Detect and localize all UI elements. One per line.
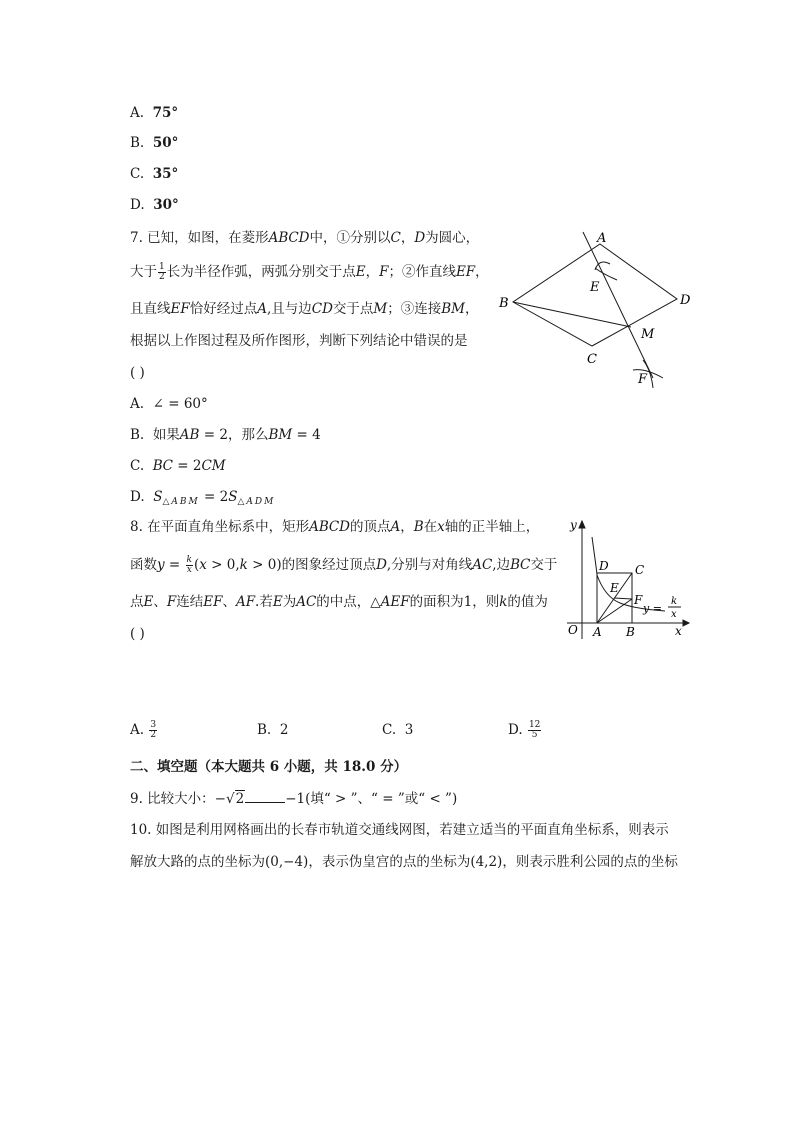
fig7-label-f: F xyxy=(638,372,648,387)
fig8-label-f: F xyxy=(634,593,643,607)
q7-paren: ( ) xyxy=(130,365,145,381)
q10-stem-line2: 解放大路的点的坐标为(0,−4)，表示伪皇宫的点的坐标为(4,2)，则表示胜利公园的点的坐标 xyxy=(130,854,678,870)
q7-option-c: C. 𝐵𝐶 = 2𝐶𝑀 xyxy=(130,458,226,474)
segment-af xyxy=(597,599,632,623)
fig7-label-e: E xyxy=(590,280,600,295)
section-heading-fill-in: 二、填空题（本大题共 6 小题，共 18.0 分） xyxy=(130,759,408,775)
fig8-label-d: D xyxy=(599,559,609,573)
segment-bm xyxy=(513,302,631,327)
arc-e2 xyxy=(595,262,610,270)
fig7-label-m: M xyxy=(641,327,655,342)
q7-stem-line1: 7. 已知，如图，在菱形𝐴𝐵𝐶𝐷中，①分别以𝐶，𝐷为圆心， xyxy=(130,230,480,246)
fig8-curve-den: x xyxy=(671,609,677,620)
q7-option-d: D. 𝑆$_{\triangle ABM}$ = 2𝑆$_{\triangle ADM}$ xyxy=(130,489,276,507)
fig7-label-d: D xyxy=(680,293,691,308)
x-axis-arrow xyxy=(683,620,689,626)
fig8-label-e: E xyxy=(610,581,619,595)
q6-option-a: A. 75° xyxy=(130,105,179,121)
q10-stem-line1: 10. 如图是利用网格画出的长春市轨道交通线网图，若建立适当的平面直角坐标系，则表示 xyxy=(130,822,669,838)
q6-option-c: C. 35° xyxy=(130,166,179,182)
fig8-curve-num: k xyxy=(671,596,678,607)
fig7-label-b: B xyxy=(499,296,509,311)
q8-option-c: C. 3 xyxy=(382,722,414,738)
fig8-curve-label: y = xyxy=(643,602,662,615)
fig8-label-o: O xyxy=(568,623,578,637)
hyperbola-curve xyxy=(592,537,665,611)
q7-option-b: B. 如果𝐴𝐵 = 2，那么𝐵𝑀 = 4 xyxy=(130,427,321,443)
q7-rhombus-figure xyxy=(495,228,705,393)
q7-option-a: A. ∠ = 60° xyxy=(130,396,208,412)
fig8-label-x: x xyxy=(675,624,682,638)
q8-option-b: B. 2 xyxy=(257,722,289,738)
q8-stem-line1: 8. 在平面直角坐标系中，矩形𝐴𝐵𝐶𝐷的顶点𝐴，𝐵在𝑥轴的正半轴上， xyxy=(130,519,540,535)
q9-answer-blank[interactable] xyxy=(245,788,285,803)
q7-stem-line2: 大于 $\frac{1}{2}$ 长为半径作弧，两弧分别交于点𝐸，𝐹；②作直线𝐸𝐹， xyxy=(130,262,489,282)
q8-stem-line3: 点𝐸、𝐹连结𝐸𝐹、𝐴𝐹.若𝐸为𝐴𝐶的中点，△𝐴𝐸𝐹的面积为1，则𝑘的值为 xyxy=(130,594,548,610)
fig8-label-y: y xyxy=(570,518,577,532)
fig8-label-c: C xyxy=(635,563,645,577)
fig7-label-a: A xyxy=(597,231,607,246)
segment-ef xyxy=(614,598,632,599)
fig8-label-b: B xyxy=(626,625,635,639)
fig7-label-c: C xyxy=(587,352,597,367)
q8-paren: ( ) xyxy=(130,626,145,642)
fig8-label-a: A xyxy=(593,625,602,639)
q6-option-d: D. 30° xyxy=(130,197,179,213)
q9-line: 9. 比较大小：−√2 −1(填“ > ”、“ = ”或“ < ”) xyxy=(130,788,457,809)
q6-option-b: B. 50° xyxy=(130,135,179,151)
q8-option-a: A. $\frac{3}{2}$ xyxy=(130,720,157,740)
q8-option-d: D. $\frac{12}{5}$ xyxy=(508,720,541,740)
arc-e xyxy=(595,268,617,280)
q8-stem-line2: 函数𝑦 = $\frac{\text{𝑘}}{\text{𝑥}}$ (𝑥 > 0,𝑘 > 0)的图象经过顶点𝐷,分别与对角线𝐴𝐶,边𝐵𝐶交于 xyxy=(130,555,558,575)
q7-stem-line3: 且直线𝐸𝐹恰好经过点𝐴,且与边𝐶𝐷交于点𝑀；③连接𝐵𝑀， xyxy=(130,301,479,317)
q8-coordinate-figure xyxy=(565,515,695,643)
q7-stem-line4: 根据以上作图过程及所作图形，判断下列结论中错误的是 xyxy=(130,333,468,349)
y-axis-arrow xyxy=(579,521,585,528)
